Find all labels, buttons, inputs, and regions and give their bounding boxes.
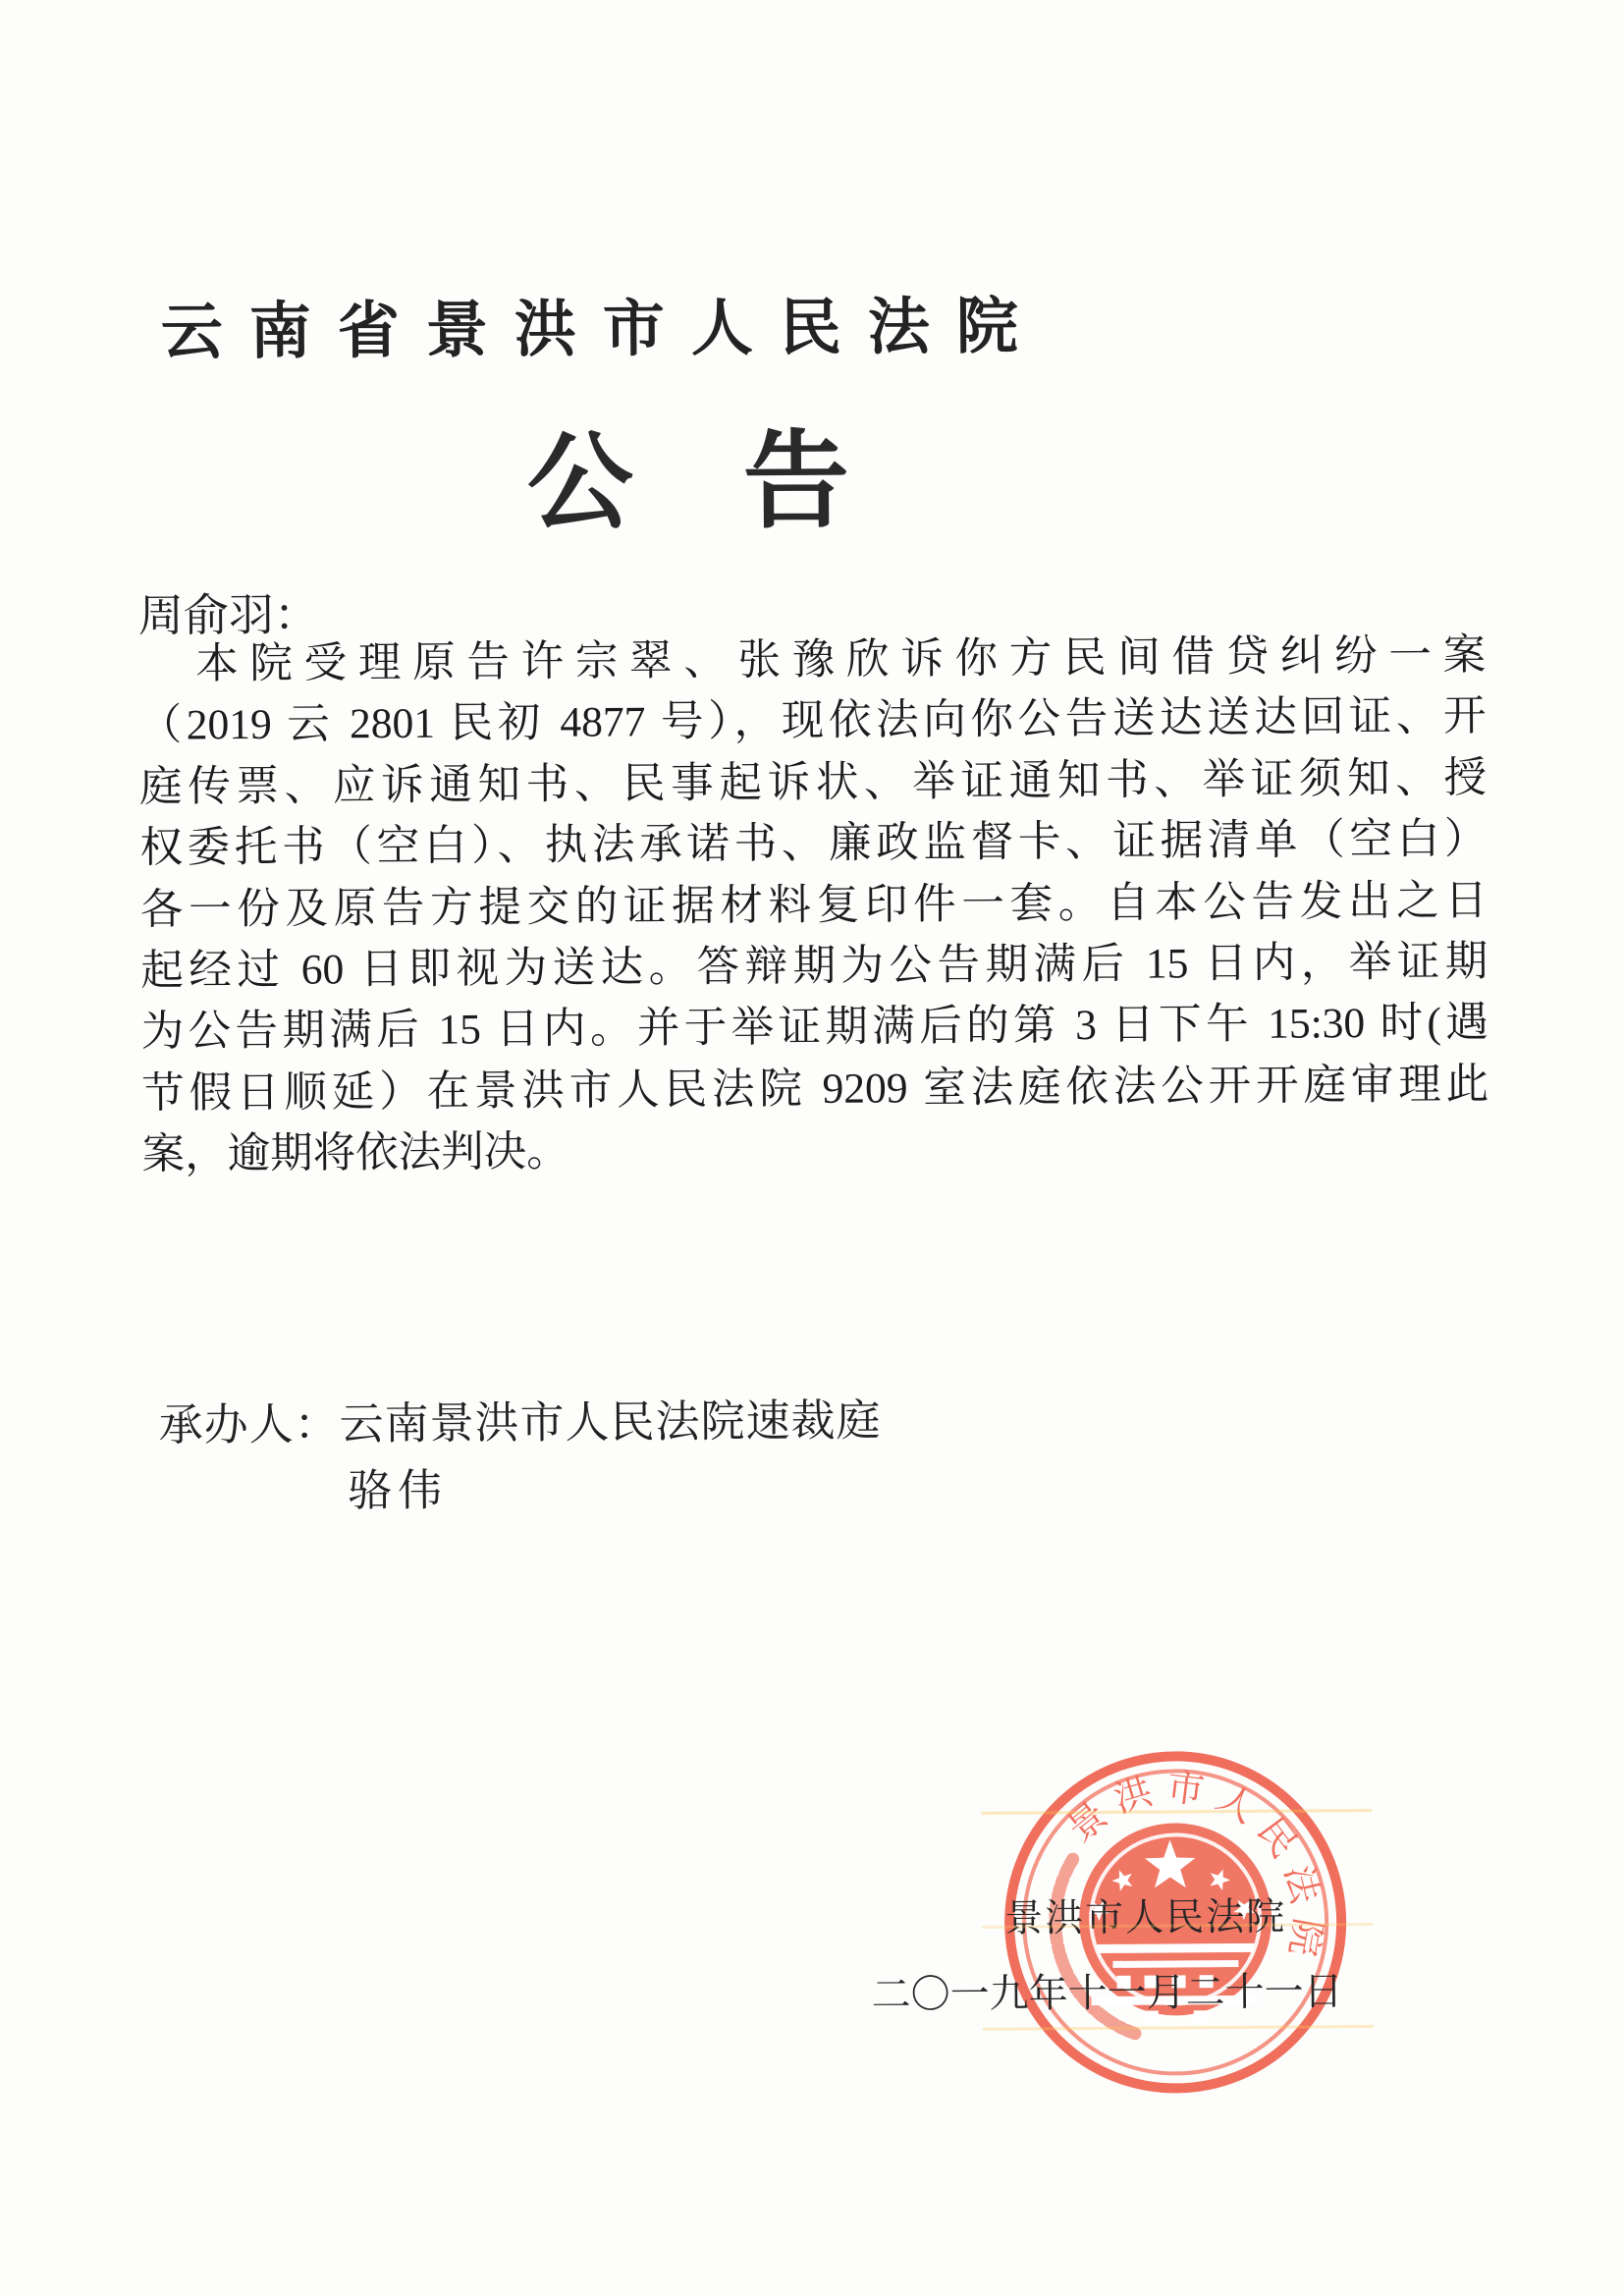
body-line: 庭传票、应诉通知书、民事起诉状、举证通知书、举证须知、授 <box>138 753 1488 811</box>
body-line: 各一份及原告方提交的证据材料复印件一套。自本公告发出之日 <box>139 876 1488 934</box>
body-line: 权委托书（空白）、执法承诺书、廉政监督卡、证据清单（空白） <box>139 815 1488 872</box>
undertaker-name: 骆伟 <box>347 1465 449 1516</box>
body-line: 为公告期满后 15 日内。并于举证期满后的第 3 日下午 15:30 时(遇 <box>140 999 1488 1057</box>
seal-ring-text: 景洪市人民法院 <box>1059 1767 1328 1970</box>
court-title: 云南省景洪市人民法院 <box>160 292 1046 367</box>
undertaker-line: 承办人：云南景洪市人民法院速裁庭 <box>158 1395 882 1450</box>
body-line: （2019 云 2801 民初 4877 号），现依法向你公告送达送达回证、开 <box>138 692 1487 750</box>
signature-court-name: 景洪市人民法院 <box>1003 1895 1287 1941</box>
addressee: 周俞羽： <box>137 589 320 641</box>
body-line: 节假日顺延）在景洪市人民法院 9209 室法庭依法公开开庭审理此 <box>141 1060 1489 1118</box>
body-line: 起经过 60 日即视为送达。答辩期为公告期满后 15 日内，举证期 <box>140 938 1488 995</box>
signature-date: 二〇一九年十一月二十一日 <box>871 1969 1343 2017</box>
body-line: 本院受理原告许宗翠、张豫欣诉你方民间借贷纠纷一案 <box>195 631 1487 688</box>
notice-title: 公告 <box>526 422 960 544</box>
body-line: 案，逾期将依法判决。 <box>141 1127 569 1178</box>
announcement-body <box>138 625 1489 1185</box>
